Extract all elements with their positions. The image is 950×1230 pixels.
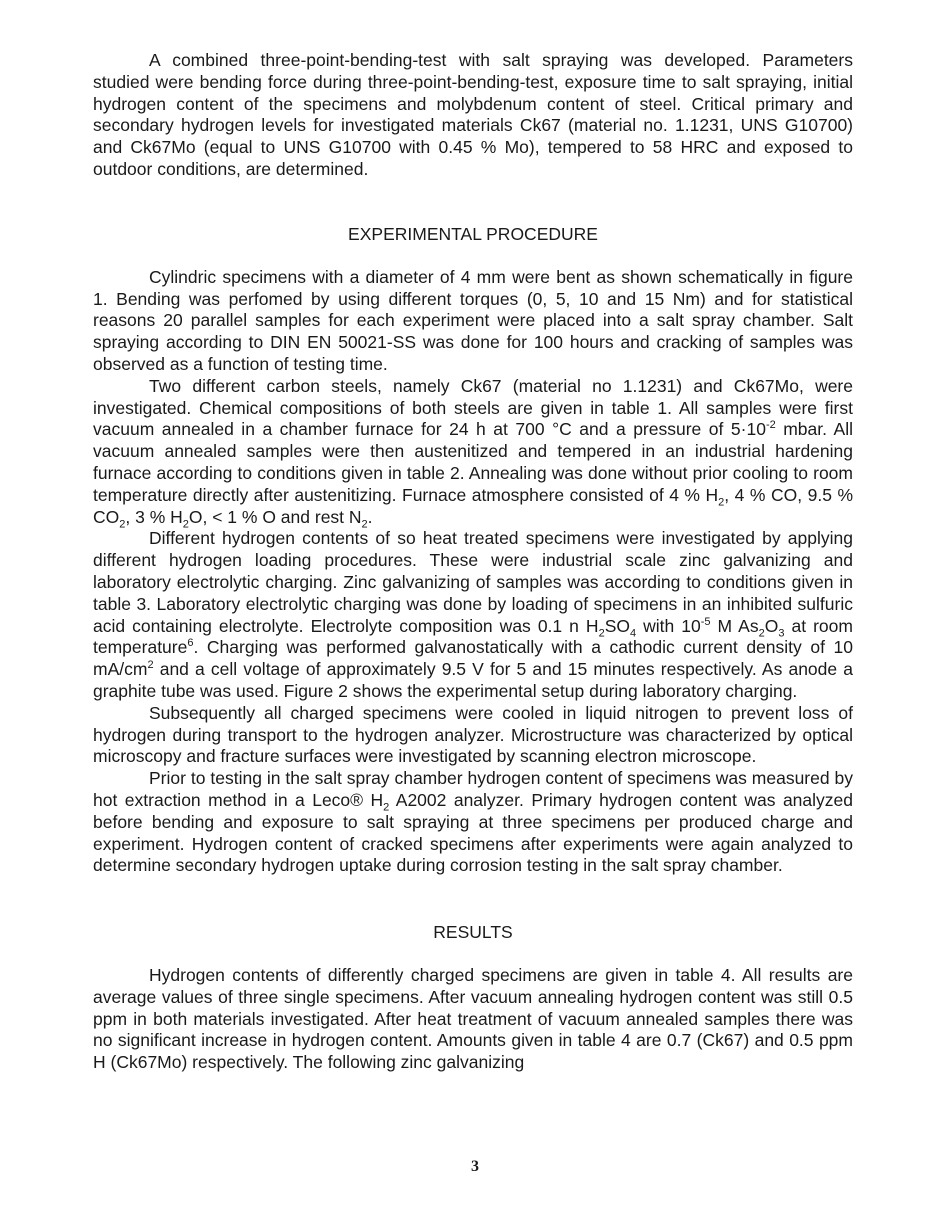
experimental-paragraph-4: Subsequently all charged specimens were cooled in liquid nitrogen to prevent loss of hydrogen during transport to the hydrogen analyzer. Microstructure was characterized by optical microscopy and fracture surfaces were investigated by scanning electron microscope.: [93, 702, 853, 767]
section-heading-experimental: EXPERIMENTAL PROCEDURE: [348, 223, 598, 244]
page-number: 3: [471, 1158, 479, 1175]
experimental-paragraph-5: Prior to testing in the salt spray chamber hydrogen content of specimens was measured by hot extraction method in a Leco® $H_2$ A2002 analyzer. Primary hydrogen content was analyzed before bending and exposure to salt spraying at three specimens per produced charge and experiment. Hydrogen content of cracked specimens after experiments were again analyzed to determine secondary hydrogen uptake during corrosion testing in the salt spray chamber.: [93, 768, 853, 876]
experimental-paragraph-2: Two different carbon steels, namely Ck67 (material no 1.1231) and Ck67Mo, were investigated. Chemical compositions of both steels are given in table 1. All samples were first vacuum annealed in a chamber furnace for 24 h at 700 °C and a pressure of $5\cdot 10^{-2}$ mbar. All vacuum annealed samples were then austenitized and tempered in an industrial hardening furnace according to conditions given in table 2. Annealing was done without prior cooling to room temperature directly after austenitizing. Furnace atmosphere consisted of 4 % $H_2$, 4 % CO, 9.5 % $CO_2$, 3 % $H_2O$, < 1 % O and rest $N_2$.: [93, 375, 854, 531]
experimental-paragraph-1: Cylindric specimens with a diameter of 4 mm were bent as shown schematically in figure 1. Bending was perfomed by using different torques (0, 5, 10 and 15 Nm) and for statistical reasons 20 parallel samples for each experiment were placed into a salt spray chamber. Salt spraying according to DIN EN 50021-SS was done for 100 hours and cracking of samples was observed as a function of testing time.: [93, 266, 853, 374]
paper-page: [93, 50, 853, 1074]
section-heading-results: RESULTS: [433, 922, 513, 943]
results-paragraph-1: Hydrogen contents of differently charged specimens are given in table 4. All results are average values of three single specimens. After vacuum annealing hydrogen content was still 0.5 ppm in both materials investigated. After heat treatment of vacuum annealed samples there was no significant increase in hydrogen content. Amounts given in table 4 are 0.7 (Ck67) and 0.5 ppm H (Ck67Mo) respectively. The following zinc galvanizing: [93, 965, 853, 1073]
intro-paragraph: A combined three-point-bending-test with salt spraying was developed. Parameters studied were bending force during three-point-bending-test, exposure time to salt spraying, initial hydrogen content of the specimens and molybdenum content of steel. Critical primary and secondary hydrogen levels for investigated materials Ck67 (material no. 1.1231, UNS G10700) and Ck67Mo (equal to UNS G10700 with 0.45 % Mo), tempered to 58 HRC and exposed to outdoor conditions, are determined.: [93, 50, 853, 179]
experimental-paragraph-3: Different hydrogen contents of so heat treated specimens were investigated by applying different hydrogen loading procedures. These were industrial scale zinc galvanizing and laboratory electrolytic charging. Zinc galvanizing of samples was according to conditions given in table 3. Laboratory electrolytic charging was done by loading of specimens in an inhibited sulfuric acid containing electrolyte. Electrolyte composition was 0.1 n $H_2SO_4$ with $10^{-5}$ M $As_2O_3$ at room temperature$^6$. Charging was performed galvanostatically with a cathodic current density of 10 $mA/cm^2$ and a cell voltage of approximately 9.5 V for 5 and 15 minutes respectively. As anode a graphite tube was used. Figure 2 shows the experimental setup during laboratory charging.: [93, 528, 853, 701]
